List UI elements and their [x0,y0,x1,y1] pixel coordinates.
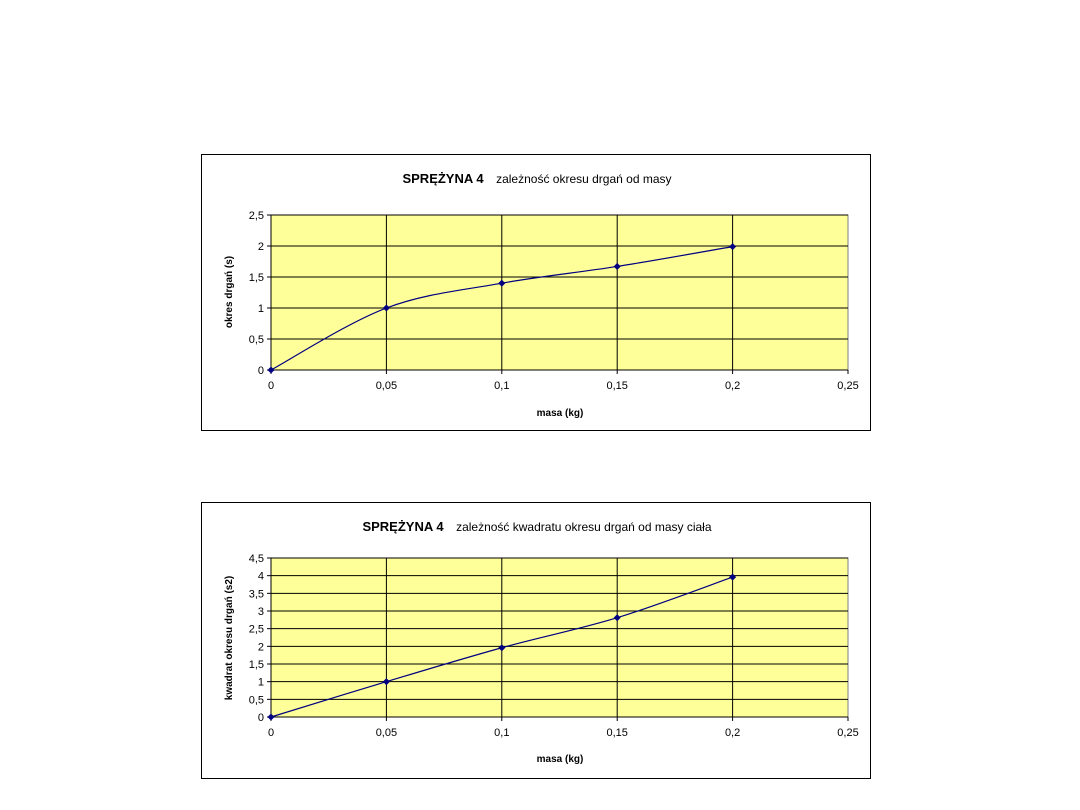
y-tick-label: 2,5 [248,210,264,222]
x-tick-label: 0,2 [724,727,741,739]
y-axis-label: kwadrat okresu drgań (s2) [224,575,235,701]
chart-svg [202,155,872,432]
chart-title [362,518,711,535]
plot-area [249,210,859,392]
y-tick-label: 0 [257,712,264,724]
plot-background [271,215,848,370]
chart-svg [202,503,872,780]
x-tick-label: 0,15 [606,380,628,392]
y-tick-label: 0,5 [248,334,264,346]
x-tick-label: 0,25 [837,727,859,739]
y-tick-label: 1 [257,676,264,689]
chart-title-rest: zależność okresu drgań od masy [496,172,672,186]
x-tick-label: 0 [267,380,275,392]
y-tick-label: 0 [257,365,264,377]
y-axis-label: okres drgań (s) [224,255,235,329]
chart-title-rest: zależność kwadratu okresu drgań od masy ciała [456,520,712,534]
chart-spring-period [201,154,871,431]
chart-spring-period-squared [201,502,871,779]
x-tick-label: 0,05 [375,727,398,739]
x-tick-label: 0,1 [494,380,510,392]
x-tick-label: 0,15 [606,727,628,739]
y-tick-label: 4,5 [248,553,264,565]
x-tick-label: 0,25 [837,380,859,392]
x-tick-label: 0,1 [494,727,510,739]
y-tick-label: 1,5 [248,659,264,671]
y-tick-label: 4 [257,570,264,583]
x-tick-label: 0,05 [375,380,398,392]
chart-title [402,170,671,187]
y-tick-label: 0,5 [248,694,264,707]
y-tick-label: 1,5 [248,272,264,284]
y-tick-label: 3 [257,606,264,618]
x-axis-label: masa (kg) [536,408,584,419]
y-tick-label: 2 [257,641,264,654]
x-tick-label: 0,2 [724,380,741,392]
x-axis-label: masa (kg) [536,754,584,765]
chart-title-bold: SPRĘŻYNA 4 [402,171,484,186]
y-tick-label: 2 [257,241,264,253]
plot-background [271,558,848,717]
y-tick-label: 3,5 [248,588,264,601]
y-tick-label: 1 [257,303,264,315]
y-tick-label: 2,5 [248,623,264,636]
chart-title-bold: SPRĘŻYNA 4 [362,519,444,534]
plot-area [249,553,859,739]
x-tick-label: 0 [267,727,275,739]
